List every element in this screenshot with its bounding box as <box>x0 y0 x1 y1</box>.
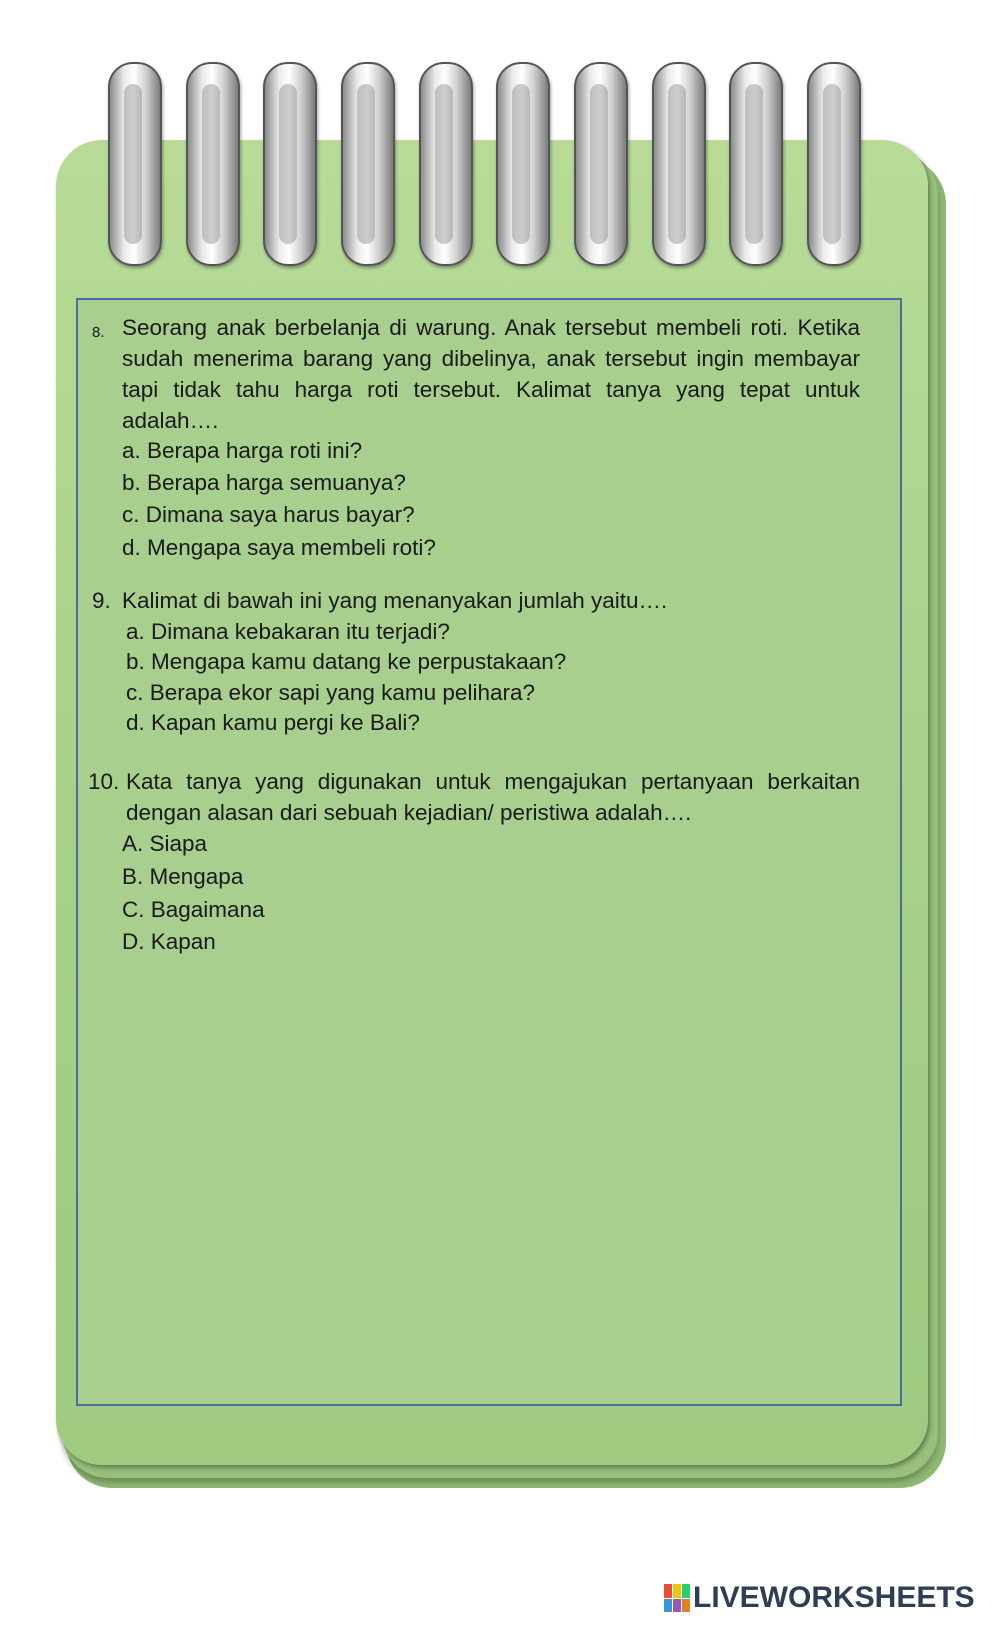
option-d[interactable]: d. Kapan kamu pergi ke Bali? <box>126 710 420 735</box>
spiral-ring-icon <box>652 62 706 266</box>
option-a[interactable]: a. Dimana kebakaran itu terjadi? <box>126 619 450 644</box>
spiral-ring-icon <box>263 62 317 266</box>
liveworksheets-logo <box>664 1578 975 1618</box>
logo-text: LIVEWORKSHEETS <box>693 1581 975 1614</box>
spiral-ring-icon <box>186 62 240 266</box>
question-text: Kalimat di bawah ini yang menanyakan jumlah yaitu…. <box>122 588 668 613</box>
question-number: 8. <box>92 324 105 341</box>
question-panel <box>76 298 902 1406</box>
option-a[interactable]: A. Siapa <box>122 831 208 856</box>
option-b[interactable]: b. Mengapa kamu datang ke perpustakaan? <box>126 649 567 674</box>
option-c[interactable]: C. Bagaimana <box>122 897 265 922</box>
option-d[interactable]: D. Kapan <box>122 929 216 954</box>
question-number: 10. <box>88 769 120 794</box>
spiral-ring-icon <box>108 62 162 266</box>
option-b[interactable]: B. Mengapa <box>122 864 244 889</box>
option-c[interactable]: c. Dimana saya harus bayar? <box>122 502 415 527</box>
option-a[interactable]: a. Berapa harga roti ini? <box>122 438 363 463</box>
option-b[interactable]: b. Berapa harga semuanya? <box>122 470 406 495</box>
spiral-ring-icon <box>419 62 473 266</box>
spiral-ring-icon <box>496 62 550 266</box>
spiral-ring-icon <box>574 62 628 266</box>
option-c[interactable]: c. Berapa ekor sapi yang kamu pelihara? <box>126 680 535 705</box>
spiral-ring-icon <box>729 62 783 266</box>
spiral-ring-icon <box>807 62 861 266</box>
question-text: Kata tanya yang digunakan untuk mengajukan pertanyaan berkaitan dengan alasan dari sebuah kejadian/ peristiwa adalah…. <box>126 769 860 825</box>
question-text: Seorang anak berbelanja di warung. Anak tersebut membeli roti. Ketika sudah menerima barang yang dibelinya, anak tersebut ingin membayar tapi tidak tahu harga roti tersebut. Kalimat tanya yang tepat untuk adalah…. <box>122 315 860 433</box>
spiral-rings <box>0 0 1000 270</box>
question-number: 9. <box>92 588 111 613</box>
spiral-ring-icon <box>341 62 395 266</box>
liveworksheets-logo-icon <box>664 1584 690 1612</box>
option-d[interactable]: d. Mengapa saya membeli roti? <box>122 535 436 560</box>
